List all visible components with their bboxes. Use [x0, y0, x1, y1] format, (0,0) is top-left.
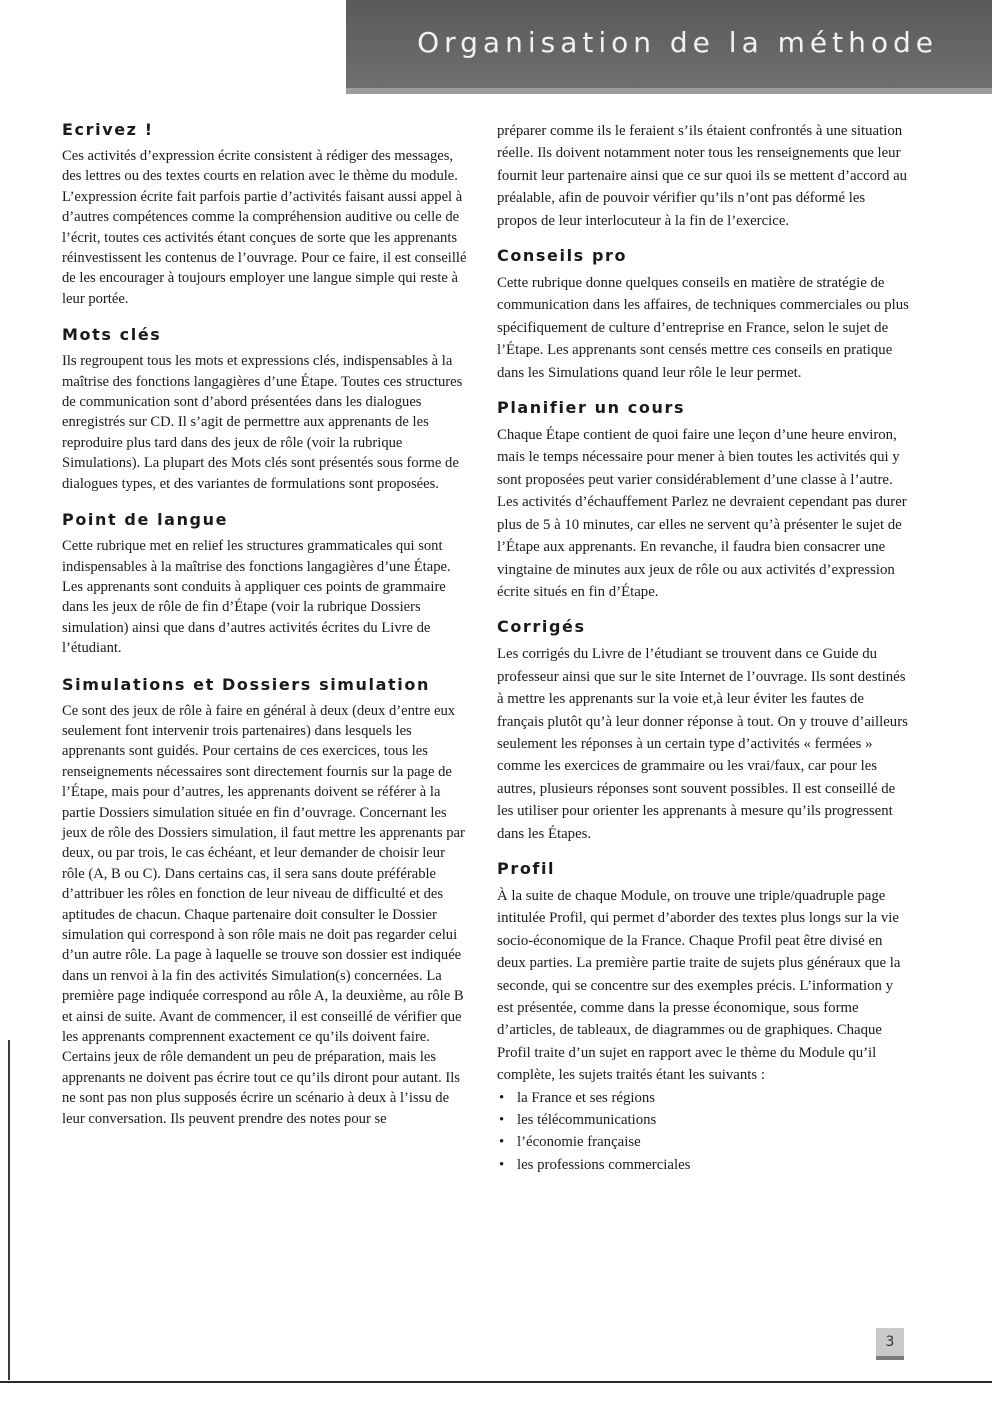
list-item: • la France et ses régions	[497, 1087, 909, 1109]
section-text: Ce sont des jeux de rôle à faire en général à deux (deux d’entre eux seulement font intervenir trois partenaires) dans lesquels les apprenants sont guidés. Pour certains de ces exercices, tous les renseignements nécessaires sont directement fournis sur la page de l’Étape, mais pour d’autres, les apprenants doivent se référer à la partie Dossiers simulation située en fin d’ouvrage. Concernant les jeux de rôle des Dossiers simulation, il faut mettre les apprenants par deux, ou par trois, le cas échéant, et leur demander de choisir leur rôle (A, B ou C). Dans certains cas, il sera sans doute préférable d’attribuer les rôles en fonction de leur niveau de difficulté et des aptitudes de chacun. Chaque partenaire doit consulter le Dossier simulation qui correspond à son rôle mais ne doit pas regarder celui d’un autre rôle. La page à laquelle se trouve son dossier est indiquée dans un renvoi à la fin des activités Simulation(s) concernées. La première page indiquée correspond au rôle A, la deuxième, au rôle B et ainsi de suite. Avant de commencer, il est conseillé de vérifier que les apprenants comprennent exactement ce qu’ils doivent faire. Certains jeux de rôle demandent un peu de préparation, mais les apprenants ne doivent pas écrire tout ce qu’ils diront pour autant. Ils ne sont pas non plus supposés écrire un scénario à deux à l’issu de leur conversation. Ils peuvent prendre des notes pour se	[62, 702, 465, 1127]
section-heading: Point de langue	[62, 510, 229, 530]
right-column	[497, 120, 909, 1190]
section-text: Cette rubrique met en relief les structures grammaticales qui sont indispensables à la maîtrise des fonctions langagières d’une Étape. Les apprenants sont conduits à appliquer ces points de grammaire dans les jeux de rôle de fin d’Étape (voir la rubrique Dossiers simulation) ainsi que dans d’autres activités écrites du Livre de l’étudiant.	[62, 538, 451, 657]
topic-list	[497, 1087, 909, 1177]
section-planifier	[497, 398, 909, 603]
section-text: Ils regroupent tous les mots et expressions clés, indispensables à la maîtrise des fonctions langagières d’une Étape. Toutes ces structures de communication sont d’abord présentées dans les dialogues enregistrés sur CD. Il s’agit de permettre aux apprenants de les reproduire plus tard dans des jeux de rôle (voir la rubrique Simulations). La plupart des Mots clés sont présentés sous forme de dialogues types, et des variantes de formulations sont proposées.	[62, 353, 463, 492]
left-column	[62, 120, 468, 1145]
section-heading: Planifier un cours	[497, 398, 686, 418]
section-text: Chaque Étape contient de quoi faire une leçon d’une heure environ, mais le temps nécessaire pour mener à bien toutes les activités qui y sont proposées peut varier considérablement d’une classe à l’autre. Les activités d’échauffement Parlez ne devraient cependant pas durer plus de 5 à 10 minutes, car elles ne servent qu’à présenter le sujet de l’Étape aux apprenants. En revanche, il faudra bien consacrer une vingtaine de minutes aux jeux de rôle ou aux activités d’expression écrite situés en fin d’Étape.	[497, 427, 907, 600]
section-continuation	[497, 120, 909, 232]
section-ecrivez	[62, 120, 468, 309]
section-text: Ces activités d’expression écrite consistent à rédiger des messages, des lettres ou des textes courts en relation avec le thème du module. L’expression écrite fait parfois partie d’activités faisant aussi appel à d’autres compétences comme la compréhension auditive ou celle de l’écrit, toutes ces activités étant conçues de sorte que les apprenants réinvestissent les contenus de l’ouvrage. Pour ce faire, il est conseillé de les encourager à toujours employer une langue simple qui reste à leur portée.	[62, 148, 467, 307]
section-heading: Simulations et Dossiers simulation	[62, 674, 430, 694]
section-mots-cles	[62, 325, 468, 494]
list-item: • les télécommunications	[497, 1109, 909, 1131]
section-text: préparer comme ils le feraient s’ils étaient confrontés à une situation réelle. Ils doivent notamment noter tous les renseignements que leur fournit leur partenaire ainsi que ce sur quoi ils se mettent d’accord au préalable, afin de pouvoir vérifier qu’ils n’ont pas déformé les propos de leur interlocuteur à la fin de l’exercice.	[497, 123, 908, 229]
section-point-de-langue	[62, 510, 468, 658]
section-heading: Corrigés	[497, 617, 586, 637]
section-corriges	[497, 617, 909, 845]
section-conseils-pro	[497, 246, 909, 384]
margin-rule	[8, 1040, 10, 1380]
section-heading: Mots clés	[62, 325, 162, 345]
section-heading: Profil	[497, 858, 556, 878]
section-text: Cette rubrique donne quelques conseils en matière de stratégie de communication dans les affaires, de techniques commerciales ou plus spécifiquement de culture d’entreprise en France, selon le sujet de l’Étape. Les apprenants sont censés mettre ces conseils en pratique dans les Simulations quand leur rôle le leur permet.	[497, 275, 909, 381]
list-item: • l’économie française	[497, 1131, 909, 1153]
section-text: À la suite de chaque Module, on trouve une triple/quadruple page intitulée Profil, qui permet d’aborder des textes plus longs sur la vie socio-économique de la France. Chaque Profil peat être divisé en deux parties. La première partie traite de sujets plus généraux que la seconde, qui se concentre sur des exemples précis. L’information y est présentée, comme dans la presse économique, sous forme d’articles, de tableaux, de diagrammes ou de graphiques. Chaque Profil traite d’un sujet en rapport avec le thème du Module qu’il complète, les sujets traités étant les suivants :	[497, 887, 901, 1084]
page-title: Organisation de la méthode	[417, 26, 938, 59]
section-text: Les corrigés du Livre de l’étudiant se trouvent dans ce Guide du professeur ainsi que sur le site Internet de l’ouvrage. Ils sont destinés à mettre les apprenants sur la voie et,à leur éviter les fautes de français plutôt qu’à leur donner réponse à tout. On y trouve d’ailleurs seulement les réponses à un certain type d’activités « fermées » comme les exercices de grammaire ou les vrai/faux, car pour les autres, plusieurs réponses sont souvent possibles. Il est conseillé de les utiliser pour orienter les apprenants à mesure qu’ils progressent dans les Étapes.	[497, 646, 908, 842]
section-profil	[497, 859, 909, 1176]
list-item: • les professions commerciales	[497, 1154, 909, 1176]
section-heading: Ecrivez !	[62, 120, 154, 139]
header-band-edge	[346, 88, 992, 94]
bottom-rule	[0, 1381, 992, 1383]
section-heading: Conseils pro	[497, 246, 628, 266]
page-number: 3	[876, 1328, 904, 1356]
section-simulations	[62, 675, 468, 1130]
